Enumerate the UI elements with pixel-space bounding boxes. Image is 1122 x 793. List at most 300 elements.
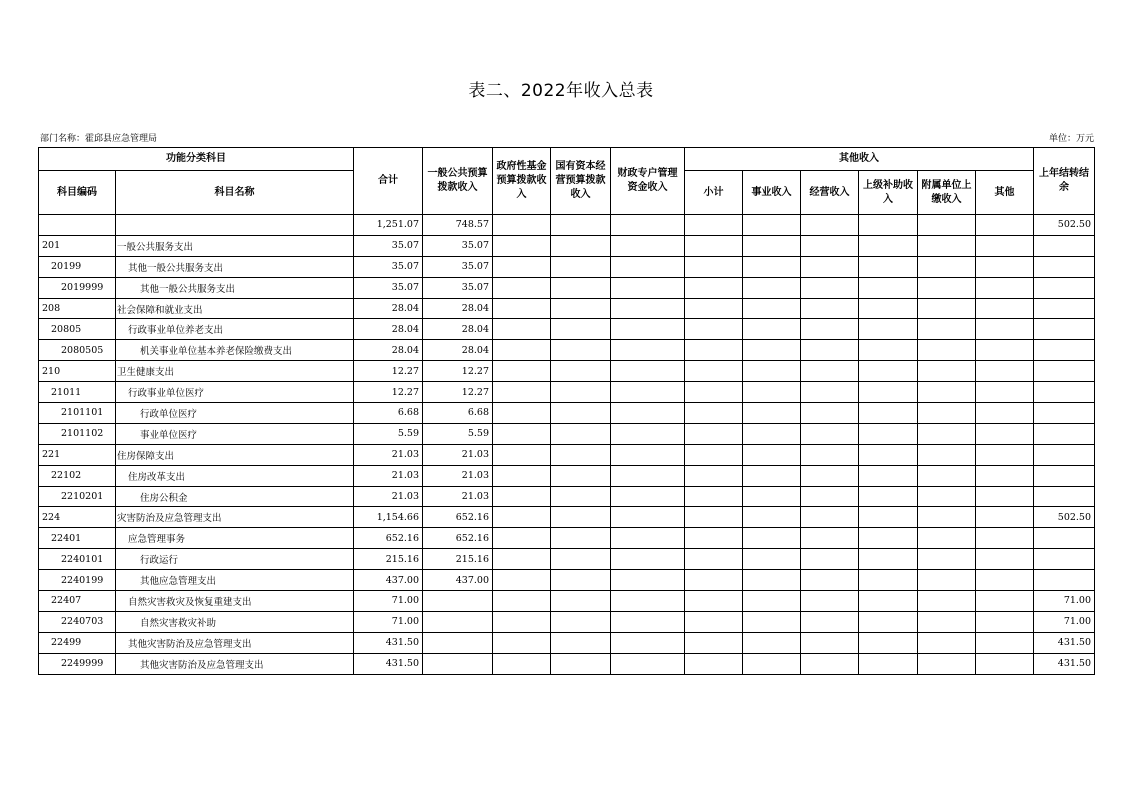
cell-affiliated-income bbox=[918, 444, 976, 465]
cell-state-capital bbox=[551, 319, 611, 340]
table-row bbox=[39, 298, 1095, 319]
cell-superior-subsidy bbox=[859, 549, 918, 570]
table-row bbox=[39, 215, 1095, 236]
table-row bbox=[39, 591, 1095, 612]
cell-subtotal bbox=[685, 340, 743, 361]
cell-operating-income bbox=[801, 361, 859, 382]
cell-state-capital bbox=[551, 507, 611, 528]
cell-state-capital bbox=[551, 632, 611, 653]
cell-total: 21.03 bbox=[354, 465, 423, 486]
cell-superior-subsidy bbox=[859, 423, 918, 444]
cell-state-capital bbox=[551, 591, 611, 612]
cell-carryover bbox=[1034, 570, 1095, 591]
cell-other bbox=[976, 570, 1034, 591]
cell-subtotal bbox=[685, 528, 743, 549]
cell-state-capital bbox=[551, 403, 611, 424]
cell-gov-fund bbox=[493, 507, 551, 528]
cell-name: 灾害防治及应急管理支出 bbox=[116, 507, 354, 528]
cell-code: 2101102 bbox=[39, 423, 116, 444]
cell-fiscal-special bbox=[611, 256, 685, 277]
cell-superior-subsidy bbox=[859, 507, 918, 528]
cell-other bbox=[976, 653, 1034, 674]
table-row bbox=[39, 340, 1095, 361]
cell-code: 20199 bbox=[39, 256, 116, 277]
table-row bbox=[39, 235, 1095, 256]
cell-operating-income bbox=[801, 298, 859, 319]
cell-name: 其他一般公共服务支出 bbox=[116, 256, 354, 277]
cell-carryover bbox=[1034, 382, 1095, 403]
cell-subtotal bbox=[685, 235, 743, 256]
cell-affiliated-income bbox=[918, 591, 976, 612]
cell-public-institution-income bbox=[743, 486, 801, 507]
cell-total: 1,154.66 bbox=[354, 507, 423, 528]
cell-affiliated-income bbox=[918, 382, 976, 403]
cell-general-budget: 21.03 bbox=[423, 444, 493, 465]
cell-carryover bbox=[1034, 361, 1095, 382]
cell-other bbox=[976, 423, 1034, 444]
cell-gov-fund bbox=[493, 444, 551, 465]
cell-other bbox=[976, 507, 1034, 528]
cell-code: 22499 bbox=[39, 632, 116, 653]
cell-total: 28.04 bbox=[354, 340, 423, 361]
cell-public-institution-income bbox=[743, 298, 801, 319]
table-row bbox=[39, 486, 1095, 507]
revenue-summary-table bbox=[38, 147, 1095, 675]
cell-subtotal bbox=[685, 403, 743, 424]
cell-gov-fund bbox=[493, 340, 551, 361]
cell-total: 6.68 bbox=[354, 403, 423, 424]
cell-public-institution-income bbox=[743, 611, 801, 632]
cell-gov-fund bbox=[493, 570, 551, 591]
cell-superior-subsidy bbox=[859, 486, 918, 507]
cell-affiliated-income bbox=[918, 403, 976, 424]
cell-code: 2210201 bbox=[39, 486, 116, 507]
cell-gov-fund bbox=[493, 486, 551, 507]
cell-carryover: 502.50 bbox=[1034, 215, 1095, 236]
table-row bbox=[39, 382, 1095, 403]
cell-superior-subsidy bbox=[859, 611, 918, 632]
cell-state-capital bbox=[551, 215, 611, 236]
cell-general-budget: 35.07 bbox=[423, 277, 493, 298]
unit-label: 单位：万元 bbox=[1048, 134, 1094, 144]
cell-carryover: 502.50 bbox=[1034, 507, 1095, 528]
cell-affiliated-income bbox=[918, 653, 976, 674]
cell-fiscal-special bbox=[611, 611, 685, 632]
cell-code: 22407 bbox=[39, 591, 116, 612]
cell-affiliated-income bbox=[918, 570, 976, 591]
cell-general-budget bbox=[423, 653, 493, 674]
cell-operating-income bbox=[801, 549, 859, 570]
cell-total: 1,251.07 bbox=[354, 215, 423, 236]
cell-gov-fund bbox=[493, 549, 551, 570]
cell-public-institution-income bbox=[743, 215, 801, 236]
cell-subtotal bbox=[685, 444, 743, 465]
cell-operating-income bbox=[801, 528, 859, 549]
header-state-capital: 国有资本经营预算拨款收入 bbox=[551, 148, 611, 215]
cell-name: 其他一般公共服务支出 bbox=[116, 277, 354, 298]
cell-subtotal bbox=[685, 256, 743, 277]
cell-general-budget: 28.04 bbox=[423, 340, 493, 361]
cell-state-capital bbox=[551, 382, 611, 403]
cell-gov-fund bbox=[493, 235, 551, 256]
cell-affiliated-income bbox=[918, 611, 976, 632]
cell-other bbox=[976, 465, 1034, 486]
cell-name: 机关事业单位基本养老保险缴费支出 bbox=[116, 340, 354, 361]
cell-state-capital bbox=[551, 486, 611, 507]
department-label: 部门名称：霍邱县应急管理局 bbox=[40, 134, 158, 144]
cell-code: 2080505 bbox=[39, 340, 116, 361]
cell-state-capital bbox=[551, 549, 611, 570]
cell-state-capital bbox=[551, 277, 611, 298]
cell-operating-income bbox=[801, 235, 859, 256]
cell-public-institution-income bbox=[743, 319, 801, 340]
cell-carryover: 71.00 bbox=[1034, 591, 1095, 612]
cell-general-budget: 35.07 bbox=[423, 256, 493, 277]
cell-name: 行政事业单位养老支出 bbox=[116, 319, 354, 340]
cell-other bbox=[976, 256, 1034, 277]
cell-state-capital bbox=[551, 465, 611, 486]
cell-total: 35.07 bbox=[354, 277, 423, 298]
cell-public-institution-income bbox=[743, 444, 801, 465]
cell-subtotal bbox=[685, 570, 743, 591]
cell-affiliated-income bbox=[918, 340, 976, 361]
cell-public-institution-income bbox=[743, 549, 801, 570]
cell-name: 行政单位医疗 bbox=[116, 403, 354, 424]
header-public-institution-income: 事业收入 bbox=[743, 171, 801, 215]
cell-state-capital bbox=[551, 340, 611, 361]
cell-other bbox=[976, 361, 1034, 382]
header-fiscal-special: 财政专户管理资金收入 bbox=[611, 148, 685, 215]
cell-code: 2240199 bbox=[39, 570, 116, 591]
cell-public-institution-income bbox=[743, 423, 801, 444]
cell-name bbox=[116, 215, 354, 236]
table-row bbox=[39, 570, 1095, 591]
cell-general-budget: 652.16 bbox=[423, 528, 493, 549]
cell-general-budget: 652.16 bbox=[423, 507, 493, 528]
cell-superior-subsidy bbox=[859, 361, 918, 382]
cell-superior-subsidy bbox=[859, 256, 918, 277]
cell-fiscal-special bbox=[611, 632, 685, 653]
cell-operating-income bbox=[801, 465, 859, 486]
cell-total: 5.59 bbox=[354, 423, 423, 444]
cell-subtotal bbox=[685, 653, 743, 674]
cell-fiscal-special bbox=[611, 423, 685, 444]
cell-public-institution-income bbox=[743, 340, 801, 361]
cell-code: 2240101 bbox=[39, 549, 116, 570]
table-row bbox=[39, 507, 1095, 528]
cell-public-institution-income bbox=[743, 277, 801, 298]
header-name: 科目名称 bbox=[116, 171, 354, 215]
cell-name: 住房公积金 bbox=[116, 486, 354, 507]
cell-carryover bbox=[1034, 277, 1095, 298]
cell-affiliated-income bbox=[918, 277, 976, 298]
cell-subtotal bbox=[685, 465, 743, 486]
cell-total: 35.07 bbox=[354, 235, 423, 256]
cell-other bbox=[976, 277, 1034, 298]
cell-carryover bbox=[1034, 423, 1095, 444]
cell-total: 12.27 bbox=[354, 382, 423, 403]
cell-gov-fund bbox=[493, 256, 551, 277]
cell-general-budget: 12.27 bbox=[423, 382, 493, 403]
cell-affiliated-income bbox=[918, 256, 976, 277]
cell-gov-fund bbox=[493, 528, 551, 549]
cell-fiscal-special bbox=[611, 486, 685, 507]
cell-superior-subsidy bbox=[859, 235, 918, 256]
cell-total: 12.27 bbox=[354, 361, 423, 382]
cell-affiliated-income bbox=[918, 215, 976, 236]
header-affiliated-income: 附属单位上缴收入 bbox=[918, 171, 976, 215]
cell-operating-income bbox=[801, 423, 859, 444]
cell-affiliated-income bbox=[918, 465, 976, 486]
cell-other bbox=[976, 319, 1034, 340]
cell-gov-fund bbox=[493, 382, 551, 403]
cell-operating-income bbox=[801, 256, 859, 277]
cell-operating-income bbox=[801, 382, 859, 403]
cell-general-budget: 21.03 bbox=[423, 486, 493, 507]
cell-fiscal-special bbox=[611, 382, 685, 403]
cell-superior-subsidy bbox=[859, 277, 918, 298]
cell-total: 28.04 bbox=[354, 298, 423, 319]
cell-gov-fund bbox=[493, 591, 551, 612]
cell-code: 208 bbox=[39, 298, 116, 319]
cell-fiscal-special bbox=[611, 549, 685, 570]
cell-gov-fund bbox=[493, 465, 551, 486]
cell-other bbox=[976, 591, 1034, 612]
cell-superior-subsidy bbox=[859, 215, 918, 236]
page-title: 表二、2022年收入总表 bbox=[468, 81, 654, 101]
cell-general-budget: 28.04 bbox=[423, 298, 493, 319]
cell-code: 2019999 bbox=[39, 277, 116, 298]
cell-fiscal-special bbox=[611, 319, 685, 340]
cell-code: 21011 bbox=[39, 382, 116, 403]
cell-fiscal-special bbox=[611, 235, 685, 256]
cell-operating-income bbox=[801, 632, 859, 653]
cell-fiscal-special bbox=[611, 570, 685, 591]
cell-general-budget: 748.57 bbox=[423, 215, 493, 236]
cell-public-institution-income bbox=[743, 570, 801, 591]
cell-subtotal bbox=[685, 549, 743, 570]
cell-code: 210 bbox=[39, 361, 116, 382]
cell-other bbox=[976, 444, 1034, 465]
table-row bbox=[39, 653, 1095, 674]
cell-carryover bbox=[1034, 486, 1095, 507]
cell-gov-fund bbox=[493, 361, 551, 382]
cell-affiliated-income bbox=[918, 632, 976, 653]
cell-total: 35.07 bbox=[354, 256, 423, 277]
header-other-income: 其他收入 bbox=[685, 148, 1034, 171]
cell-general-budget: 21.03 bbox=[423, 465, 493, 486]
cell-code: 22102 bbox=[39, 465, 116, 486]
cell-subtotal bbox=[685, 611, 743, 632]
cell-fiscal-special bbox=[611, 298, 685, 319]
cell-affiliated-income bbox=[918, 507, 976, 528]
cell-public-institution-income bbox=[743, 382, 801, 403]
cell-total: 437.00 bbox=[354, 570, 423, 591]
cell-fiscal-special bbox=[611, 591, 685, 612]
cell-state-capital bbox=[551, 611, 611, 632]
cell-public-institution-income bbox=[743, 591, 801, 612]
cell-code: 2249999 bbox=[39, 653, 116, 674]
cell-total: 431.50 bbox=[354, 653, 423, 674]
table-row bbox=[39, 465, 1095, 486]
cell-name: 住房保障支出 bbox=[116, 444, 354, 465]
cell-gov-fund bbox=[493, 298, 551, 319]
cell-name: 行政运行 bbox=[116, 549, 354, 570]
cell-code: 221 bbox=[39, 444, 116, 465]
cell-code: 2101101 bbox=[39, 403, 116, 424]
cell-superior-subsidy bbox=[859, 444, 918, 465]
cell-public-institution-income bbox=[743, 653, 801, 674]
cell-operating-income bbox=[801, 340, 859, 361]
cell-state-capital bbox=[551, 423, 611, 444]
table-row bbox=[39, 403, 1095, 424]
cell-subtotal bbox=[685, 486, 743, 507]
cell-superior-subsidy bbox=[859, 653, 918, 674]
cell-code: 224 bbox=[39, 507, 116, 528]
cell-public-institution-income bbox=[743, 235, 801, 256]
cell-fiscal-special bbox=[611, 361, 685, 382]
cell-state-capital bbox=[551, 256, 611, 277]
cell-code bbox=[39, 215, 116, 236]
cell-operating-income bbox=[801, 319, 859, 340]
cell-superior-subsidy bbox=[859, 465, 918, 486]
cell-fiscal-special bbox=[611, 507, 685, 528]
cell-fiscal-special bbox=[611, 340, 685, 361]
cell-superior-subsidy bbox=[859, 632, 918, 653]
cell-gov-fund bbox=[493, 319, 551, 340]
table-row bbox=[39, 528, 1095, 549]
cell-state-capital bbox=[551, 235, 611, 256]
cell-affiliated-income bbox=[918, 423, 976, 444]
cell-state-capital bbox=[551, 653, 611, 674]
cell-code: 22401 bbox=[39, 528, 116, 549]
cell-total: 215.16 bbox=[354, 549, 423, 570]
cell-affiliated-income bbox=[918, 528, 976, 549]
cell-gov-fund bbox=[493, 423, 551, 444]
cell-fiscal-special bbox=[611, 653, 685, 674]
cell-other bbox=[976, 298, 1034, 319]
cell-total: 71.00 bbox=[354, 611, 423, 632]
cell-code: 201 bbox=[39, 235, 116, 256]
cell-other bbox=[976, 382, 1034, 403]
cell-operating-income bbox=[801, 653, 859, 674]
cell-operating-income bbox=[801, 277, 859, 298]
cell-operating-income bbox=[801, 570, 859, 591]
header-code: 科目编码 bbox=[39, 171, 116, 215]
cell-affiliated-income bbox=[918, 298, 976, 319]
header-other: 其他 bbox=[976, 171, 1034, 215]
cell-superior-subsidy bbox=[859, 319, 918, 340]
cell-state-capital bbox=[551, 444, 611, 465]
cell-name: 住房改革支出 bbox=[116, 465, 354, 486]
cell-carryover: 71.00 bbox=[1034, 611, 1095, 632]
header-gov-fund: 政府性基金预算拨款收入 bbox=[493, 148, 551, 215]
header-general-budget: 一般公共预算拨款收入 bbox=[423, 148, 493, 215]
cell-general-budget: 28.04 bbox=[423, 319, 493, 340]
cell-carryover bbox=[1034, 319, 1095, 340]
cell-state-capital bbox=[551, 298, 611, 319]
cell-subtotal bbox=[685, 591, 743, 612]
cell-name: 事业单位医疗 bbox=[116, 423, 354, 444]
cell-carryover: 431.50 bbox=[1034, 653, 1095, 674]
cell-subtotal bbox=[685, 632, 743, 653]
cell-public-institution-income bbox=[743, 507, 801, 528]
cell-other bbox=[976, 403, 1034, 424]
cell-affiliated-income bbox=[918, 549, 976, 570]
cell-subtotal bbox=[685, 382, 743, 403]
header-subtotal: 小计 bbox=[685, 171, 743, 215]
cell-name: 其他应急管理支出 bbox=[116, 570, 354, 591]
table-row bbox=[39, 611, 1095, 632]
cell-superior-subsidy bbox=[859, 591, 918, 612]
cell-carryover bbox=[1034, 528, 1095, 549]
cell-subtotal bbox=[685, 215, 743, 236]
cell-name: 自然灾害救灾补助 bbox=[116, 611, 354, 632]
table-row bbox=[39, 632, 1095, 653]
cell-carryover bbox=[1034, 403, 1095, 424]
cell-state-capital bbox=[551, 528, 611, 549]
cell-fiscal-special bbox=[611, 465, 685, 486]
cell-subtotal bbox=[685, 507, 743, 528]
cell-public-institution-income bbox=[743, 528, 801, 549]
table-body bbox=[39, 215, 1095, 675]
cell-other bbox=[976, 486, 1034, 507]
cell-other bbox=[976, 528, 1034, 549]
table-row bbox=[39, 361, 1095, 382]
cell-affiliated-income bbox=[918, 486, 976, 507]
table-row bbox=[39, 444, 1095, 465]
cell-name: 其他灾害防治及应急管理支出 bbox=[116, 653, 354, 674]
cell-carryover bbox=[1034, 256, 1095, 277]
cell-other bbox=[976, 632, 1034, 653]
cell-subtotal bbox=[685, 319, 743, 340]
cell-code: 2240703 bbox=[39, 611, 116, 632]
cell-general-budget bbox=[423, 611, 493, 632]
cell-state-capital bbox=[551, 361, 611, 382]
cell-code: 20805 bbox=[39, 319, 116, 340]
cell-operating-income bbox=[801, 444, 859, 465]
cell-general-budget bbox=[423, 591, 493, 612]
cell-public-institution-income bbox=[743, 256, 801, 277]
cell-general-budget: 12.27 bbox=[423, 361, 493, 382]
cell-carryover bbox=[1034, 298, 1095, 319]
cell-carryover: 431.50 bbox=[1034, 632, 1095, 653]
cell-state-capital bbox=[551, 570, 611, 591]
cell-subtotal bbox=[685, 298, 743, 319]
cell-fiscal-special bbox=[611, 528, 685, 549]
table-row bbox=[39, 423, 1095, 444]
cell-other bbox=[976, 611, 1034, 632]
table-row bbox=[39, 319, 1095, 340]
cell-fiscal-special bbox=[611, 277, 685, 298]
cell-subtotal bbox=[685, 277, 743, 298]
cell-public-institution-income bbox=[743, 465, 801, 486]
cell-affiliated-income bbox=[918, 361, 976, 382]
cell-gov-fund bbox=[493, 632, 551, 653]
cell-other bbox=[976, 215, 1034, 236]
cell-carryover bbox=[1034, 444, 1095, 465]
header-carryover: 上年结转结余 bbox=[1034, 148, 1095, 215]
cell-public-institution-income bbox=[743, 361, 801, 382]
cell-operating-income bbox=[801, 611, 859, 632]
cell-gov-fund bbox=[493, 653, 551, 674]
cell-name: 行政事业单位医疗 bbox=[116, 382, 354, 403]
cell-gov-fund bbox=[493, 277, 551, 298]
cell-affiliated-income bbox=[918, 235, 976, 256]
cell-total: 21.03 bbox=[354, 444, 423, 465]
cell-general-budget: 6.68 bbox=[423, 403, 493, 424]
cell-superior-subsidy bbox=[859, 340, 918, 361]
